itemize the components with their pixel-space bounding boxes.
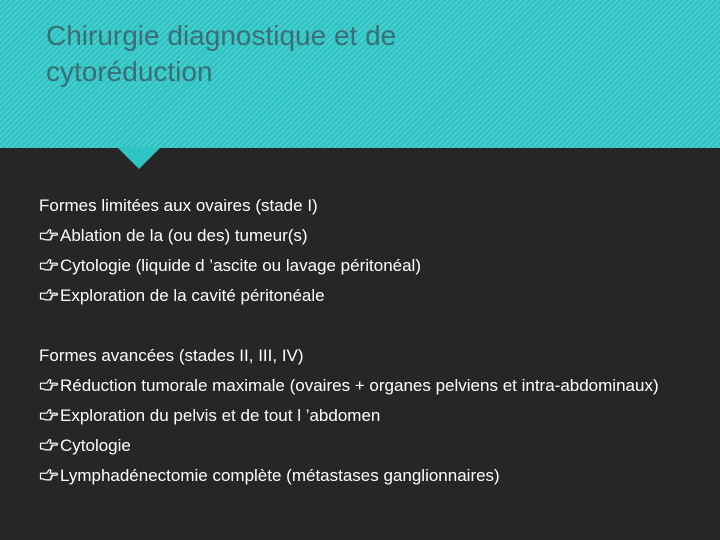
list-item — [39, 256, 679, 275]
list-item-text: Exploration du pelvis et de tout l ’abdomen — [60, 406, 381, 425]
title-banner — [0, 0, 720, 148]
list-item — [39, 406, 679, 425]
slide-title-line-1: Chirurgie diagnostique et de — [46, 20, 397, 51]
slide-body — [39, 196, 679, 496]
section-heading: Formes limitées aux ovaires (stade I) — [39, 196, 318, 215]
section-spacer — [39, 316, 679, 346]
list-item-text: Cytologie (liquide d ’ascite ou lavage péritonéal) — [60, 256, 421, 275]
section-heading: Formes avancées (stades II, III, IV) — [39, 346, 304, 365]
list-item — [39, 466, 679, 485]
list-item-text: Lymphadénectomie complète (métastases ganglionnaires) — [60, 466, 500, 485]
list-item — [39, 376, 679, 395]
slide-title-line-2: cytoréduction — [46, 56, 213, 87]
hand-pointing-icon — [39, 228, 59, 242]
section-stage-advanced — [39, 346, 679, 485]
hand-pointing-icon — [39, 468, 59, 482]
hand-pointing-icon — [39, 438, 59, 452]
hand-pointing-icon — [39, 258, 59, 272]
list-item-text: Exploration de la cavité péritonéale — [60, 286, 325, 305]
list-item-text: Ablation de la (ou des) tumeur(s) — [60, 226, 308, 245]
hand-pointing-icon — [39, 408, 59, 422]
hand-pointing-icon — [39, 288, 59, 302]
list-item — [39, 226, 679, 245]
slide-title — [46, 18, 666, 90]
section-stage-1 — [39, 196, 679, 305]
list-item-text: Cytologie — [60, 436, 131, 455]
list-item-text: Réduction tumorale maximale (ovaires + organes pelviens et intra-abdominaux) — [60, 376, 659, 395]
list-item — [39, 286, 679, 305]
banner-notch — [117, 147, 161, 169]
list-item — [39, 436, 679, 455]
hand-pointing-icon — [39, 378, 59, 392]
